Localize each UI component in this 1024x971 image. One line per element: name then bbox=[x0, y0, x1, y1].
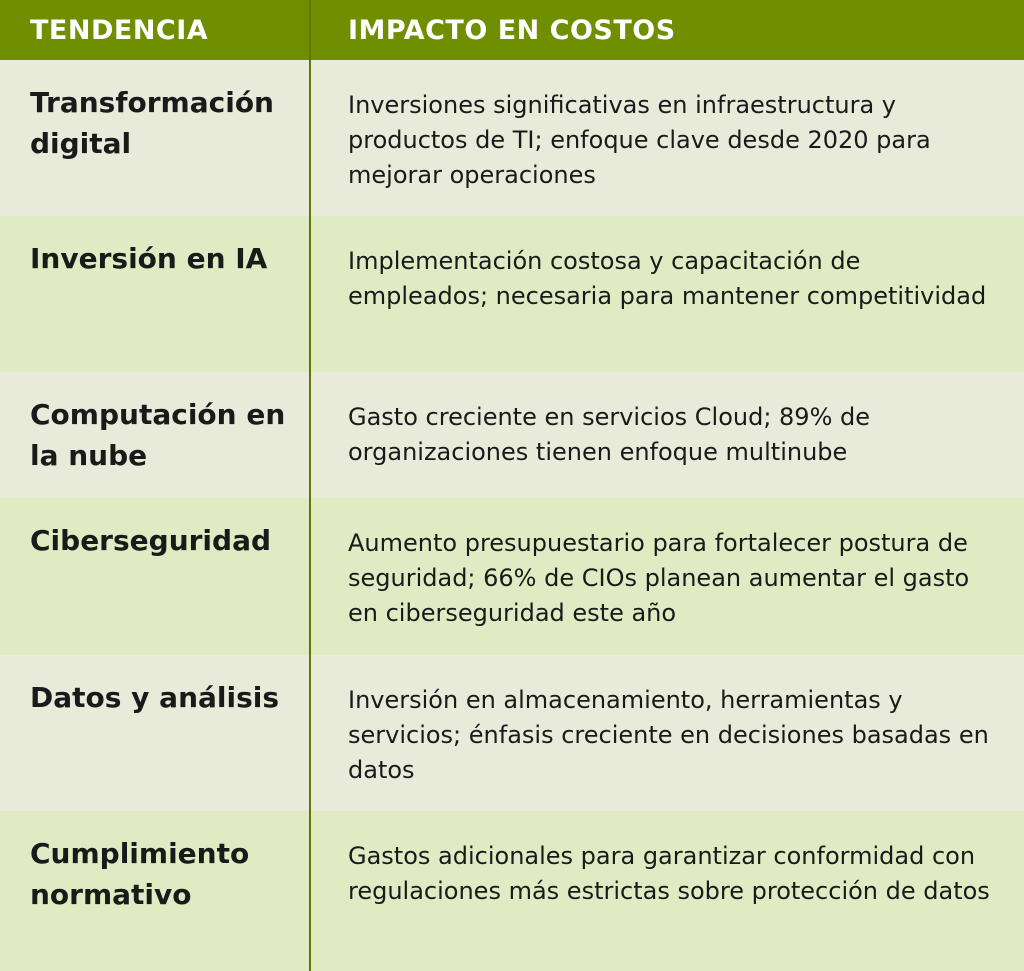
trend-cell: Inversión en IA bbox=[30, 242, 268, 275]
table-row bbox=[0, 498, 1024, 655]
impact-cell: Gastos adicionales para garantizar conformidad con regulaciones más estrictas sobre protección de datos bbox=[348, 842, 990, 905]
impact-cell: Inversiones significativas en infraestructura y productos de TI; enfoque clave desde 2020 para mejorar operaciones bbox=[348, 91, 931, 189]
trend-cell: Computación en la nube bbox=[30, 398, 286, 472]
table-row bbox=[0, 655, 1024, 811]
column-divider bbox=[309, 0, 311, 971]
header-trend: TENDENCIA bbox=[30, 14, 209, 46]
trend-cell: Transformación digital bbox=[30, 86, 274, 160]
table-row bbox=[0, 60, 1024, 216]
impact-cell: Aumento presupuestario para fortalecer postura de seguridad; 66% de CIOs planean aumentar el gasto en ciberseguridad este año bbox=[348, 529, 970, 627]
trend-cell: Cumplimiento normativo bbox=[30, 837, 250, 911]
table-row bbox=[0, 811, 1024, 971]
impact-cell: Inversión en almacenamiento, herramientas y servicios; énfasis creciente en decisiones basadas en datos bbox=[348, 686, 989, 784]
table-row bbox=[0, 216, 1024, 372]
impact-cell: Gasto creciente en servicios Cloud; 89% de organizaciones tienen enfoque multinube bbox=[348, 403, 871, 466]
header-impact: IMPACTO EN COSTOS bbox=[348, 14, 676, 46]
table-header bbox=[0, 0, 1024, 60]
trend-cell: Ciberseguridad bbox=[30, 524, 272, 557]
trend-cell: Datos y análisis bbox=[30, 681, 280, 714]
table-row bbox=[0, 372, 1024, 498]
impact-cell: Implementación costosa y capacitación de empleados; necesaria para mantener competitividad bbox=[348, 247, 987, 310]
